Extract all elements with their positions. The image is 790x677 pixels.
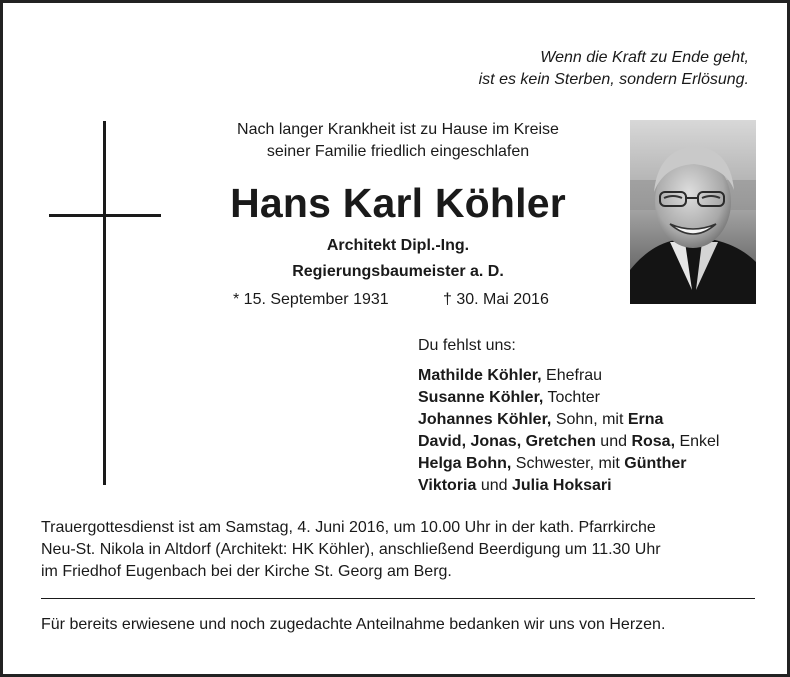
list-item <box>418 475 768 497</box>
title-government: Regierungsbaumeister a. D. <box>292 263 504 280</box>
cross-icon-horizontal <box>49 214 161 217</box>
intro-text <box>198 119 598 163</box>
mourners-list <box>418 335 768 497</box>
service-line-3: im Friedhof Eugenbach bei der Kirche St. Georg am Berg. <box>41 563 452 580</box>
mourner-name: Günther <box>624 455 687 472</box>
mourner-name: David, Jonas, Gretchen <box>418 433 596 450</box>
deceased-titles <box>198 233 598 285</box>
mourner-relation: Ehefrau <box>541 367 603 384</box>
list-item <box>418 365 768 387</box>
cross-icon-vertical <box>103 121 106 485</box>
mourner-name: Viktoria <box>418 477 477 494</box>
title-architect: Architekt Dipl.-Ing. <box>326 237 470 254</box>
thanks-note: Für bereits erwiesene und noch zugedachte Anteilnahme bedanken wir uns von Herzen. <box>41 616 666 633</box>
divider <box>41 598 755 599</box>
intro-line-1: Nach langer Krankheit ist zu Hause im Kreise <box>237 121 559 138</box>
list-item <box>418 453 768 475</box>
portrait-photo <box>630 120 756 304</box>
motto-line-1: Wenn die Kraft zu Ende geht, <box>540 49 749 66</box>
mourner-relation: Sohn, mit <box>551 411 628 428</box>
mourner-name: Erna <box>627 411 664 428</box>
service-line-1: Trauergottesdienst ist am Samstag, 4. Juni 2016, um 10.00 Uhr in der kath. Pfarrkirche <box>41 519 656 536</box>
list-item <box>418 387 768 409</box>
mourner-name: Mathilde Köhler, <box>418 367 542 384</box>
mourner-relation: Tochter <box>543 389 600 406</box>
motto-quote <box>419 47 749 91</box>
mourner-relation: Schwester, mit <box>511 455 625 472</box>
mourner-name: Johannes Köhler, <box>418 411 552 428</box>
mourner-name: Julia Hoksari <box>512 477 612 494</box>
mourners-lead: Du fehlst uns: <box>418 337 516 354</box>
mourner-relation: und <box>595 433 632 450</box>
mourner-relation: Enkel <box>675 433 720 450</box>
mourner-name: Susanne Köhler, <box>418 389 544 406</box>
deceased-name: Hans Karl Köhler <box>230 180 566 226</box>
service-line-2: Neu-St. Nikola in Altdorf (Architekt: HK Köhler), anschließend Beerdigung um 11.30 Uhr <box>41 541 661 558</box>
motto-line-2: ist es kein Sterben, sondern Erlösung. <box>478 71 749 88</box>
list-item <box>418 409 768 431</box>
mourner-relation: und <box>476 477 512 494</box>
portrait-image <box>630 120 756 304</box>
birth-date: * 15. September 1931 <box>233 291 389 308</box>
mourner-name: Helga Bohn, <box>418 455 512 472</box>
mourner-name: Rosa, <box>631 433 676 450</box>
funeral-service-info <box>41 517 755 583</box>
intro-line-2: seiner Familie friedlich eingeschlafen <box>266 143 530 160</box>
death-date: † 30. Mai 2016 <box>443 291 549 308</box>
list-item <box>418 431 768 453</box>
